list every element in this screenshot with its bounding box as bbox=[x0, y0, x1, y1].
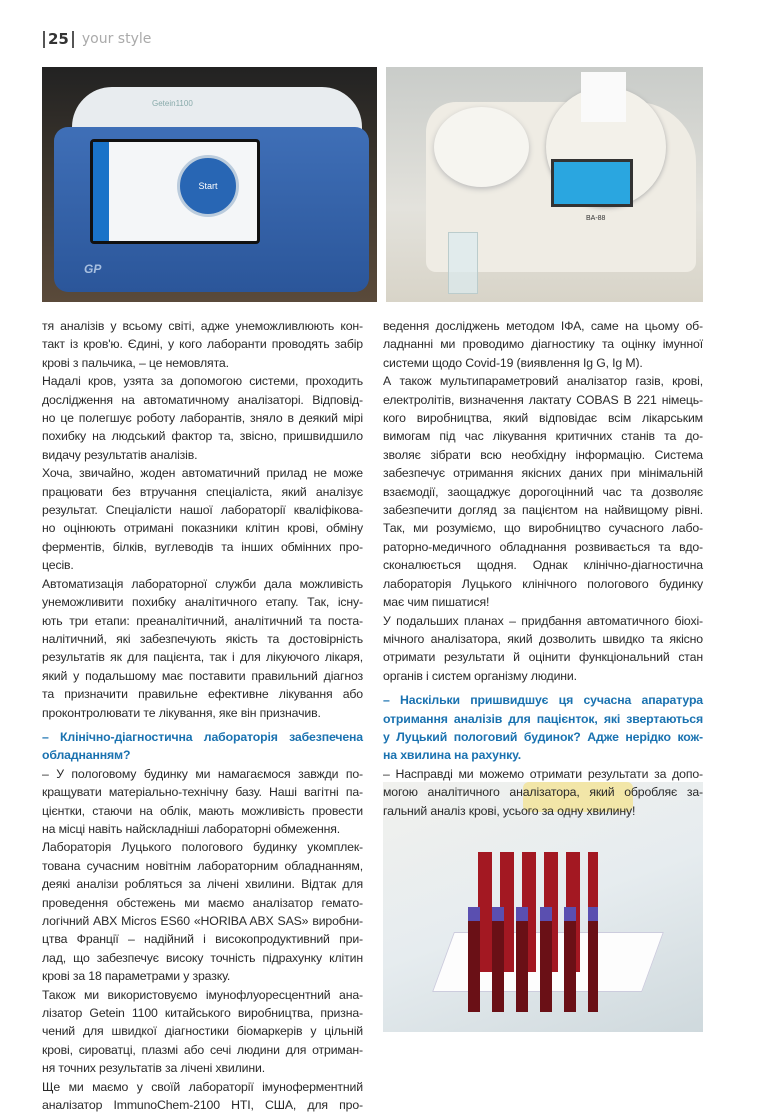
interview-question bbox=[383, 691, 703, 765]
text-line: який у подальшому має поставити правильний діагноз bbox=[42, 668, 363, 683]
interview-question bbox=[42, 728, 363, 765]
text-line: та призначити правильне ефективне лікування або bbox=[42, 687, 363, 702]
text-line: системи щодо Covid-19 (виявлення Ig G, Ig M). bbox=[383, 355, 643, 370]
text-line: взаємодії, заощаджує дорогоцінний час та дозволяє bbox=[383, 484, 703, 499]
text-line: тя аналізів у всьому світі, адже унеможливлюють кон- bbox=[42, 319, 363, 333]
text-line: чений для швидкої діагностики біомаркерів у цільній bbox=[42, 1024, 363, 1039]
text-line: крові з пальчика, – це немовлята. bbox=[42, 355, 229, 370]
text-line: Автоматизація лабораторної служби дала можливість bbox=[42, 576, 363, 591]
page-number: 25 bbox=[48, 30, 69, 48]
text-line: крові, сироватці, плазмі або сечі людини для отриман- bbox=[42, 1042, 363, 1057]
text-line: – У пологовому будинку ми намагаємося завжди по- bbox=[42, 766, 363, 781]
divider bbox=[43, 31, 45, 48]
text-line: забезпечити догляд за пацієнтом на найвищому рівні. bbox=[383, 503, 703, 518]
text-line: зволяє зібрати всю необхідну інформацію. Система bbox=[383, 447, 703, 462]
text-line: налітичний, які забезпечують якість та достовірність bbox=[42, 631, 363, 646]
text-line: но це полегшує роботу лаборантів, зняло в деякий мірі bbox=[42, 411, 363, 426]
paragraph bbox=[42, 1078, 363, 1114]
text-line: аналізатор ImmunoChem-2100 HTI, США, для про- bbox=[42, 1098, 363, 1113]
text-line: Лабораторія Луцького пологового будинку укомплек- bbox=[42, 840, 363, 855]
text-line: крові за 18 параметрами у зразку. bbox=[42, 969, 231, 984]
text-line: дослідження на автоматичному аналізаторі. Відповід- bbox=[42, 392, 363, 407]
text-line: лабораторія Луцького клінічного пологового будинку bbox=[383, 576, 703, 591]
text-line: похибку на людський фактор та, звісно, пришвидшило bbox=[42, 429, 363, 444]
text-line: У подальших планах – придбання автоматичного біохі- bbox=[383, 613, 703, 628]
text-line: ведення досліджень методом ІФА, саме на цьому об- bbox=[383, 319, 703, 333]
text-line: на хвилина на рахунку. bbox=[383, 748, 522, 763]
text-line: лад, що забезпечує високу точність підрахунку клітин bbox=[42, 950, 363, 965]
text-line: но оцінюють отримані показники клітин крові, обміну bbox=[42, 521, 363, 536]
text-line: гальний аналіз крові, усього за одну хвилину! bbox=[383, 803, 636, 818]
text-line: ладнанні ми проводимо діагностику та оцінку імунної bbox=[383, 337, 703, 352]
paragraph bbox=[42, 986, 363, 1078]
text-line: отримати результати й оцінити функціональний стан bbox=[383, 650, 703, 665]
paragraph bbox=[383, 317, 703, 372]
text-line: кращувати матеріально-технічну базу. Наші вагітні па- bbox=[42, 785, 363, 800]
page-header bbox=[40, 30, 151, 48]
text-line: такт із кров'ю. Єдині, у кого лаборанти проводять забір bbox=[42, 337, 363, 352]
paragraph bbox=[383, 765, 703, 820]
text-line: А також мультипараметровий аналізатор газів, крові, bbox=[383, 374, 703, 389]
text-line: Також ми використовуємо імунофлуоресцентний ана- bbox=[42, 987, 363, 1002]
text-line: деякі аналізи робляться за лічені хвилини. Відтак для bbox=[42, 877, 363, 892]
divider bbox=[72, 31, 74, 48]
text-line: цієнтки, стаючи на облік, мають можливість провести bbox=[42, 803, 363, 818]
text-line: працювати без втручання спеціаліста, який аналізує bbox=[42, 484, 363, 499]
paragraph bbox=[383, 612, 703, 686]
paragraph bbox=[42, 372, 363, 464]
text-line: отримання аналізів для пацієнток, які звертаються bbox=[383, 711, 703, 726]
text-line: органів і систем організму людини. bbox=[383, 668, 577, 683]
text-line: лізатор Getein 1100 китайського виробництва, призна- bbox=[42, 1006, 363, 1021]
text-line: на місці навіть найскладніші лабораторні обмеження. bbox=[42, 821, 341, 836]
paragraph bbox=[383, 372, 703, 611]
text-line: видачу результатів аналізів. bbox=[42, 447, 198, 462]
paragraph bbox=[42, 575, 363, 722]
text-line: цтва Франції – надійний і високопродуктивний при- bbox=[42, 932, 363, 947]
text-line: Хоча, звичайно, жоден автоматичний прилад не може bbox=[42, 466, 363, 481]
text-line: результат. Спеціалісти нашої лабораторії кваліфікова- bbox=[42, 503, 363, 518]
text-line: раторно-медичного обладнання розвивається та вдо- bbox=[383, 539, 703, 554]
text-line: тована сучасним новітнім лабораторним обладнанням, bbox=[42, 858, 363, 873]
text-line: Ще ми маємо у своїй лабораторії імуноферментний bbox=[42, 1079, 363, 1094]
text-line: ють три етапи: преаналітичний, аналітичний та поста- bbox=[42, 613, 363, 628]
text-line: мічного аналізатора, який дозволить швидко та якісно bbox=[383, 631, 703, 646]
text-line: ня точних результатів за лічені хвилини. bbox=[42, 1061, 265, 1076]
paragraph bbox=[42, 838, 363, 985]
text-line: логічний ABX Micros ES60 «HORIBA ABX SAS» виробни- bbox=[42, 914, 363, 928]
text-line: сконалюється щодня. Однак клінічно-діагностична bbox=[383, 558, 703, 573]
text-line: ферментів, білків, вуглеводів та інших обмінних про- bbox=[42, 539, 363, 554]
getein-analyzer-photo: Getein1100 Start GP bbox=[42, 67, 377, 302]
text-line: у Луцький пологовий будинок? Адже нерідко кож- bbox=[383, 729, 703, 744]
text-line: електролітів, визначення лактату COBAS B 221 німець- bbox=[383, 392, 703, 407]
text-line: Надалі кров, узята за допомогою системи, проходить bbox=[42, 374, 363, 389]
text-line: забезпечує отримання якісних даних при мінімальній bbox=[383, 466, 703, 481]
paragraph bbox=[42, 464, 363, 574]
text-line: проведення обстежень ми маємо аналізатор гемато- bbox=[42, 895, 363, 910]
left-text-column bbox=[42, 317, 363, 1114]
right-text-column bbox=[383, 317, 703, 820]
section-title: your style bbox=[81, 31, 152, 47]
text-line: – Наскільки пришвидшує ця сучасна апаратура bbox=[383, 693, 703, 708]
text-line: цесів. bbox=[42, 558, 74, 573]
text-line: обладнанням? bbox=[42, 748, 131, 763]
text-line: унеможливити похибку аналітичного етапу. Так, існу- bbox=[42, 595, 363, 610]
text-line: – Клінічно-діагностична лабораторія забезпечена bbox=[42, 729, 363, 744]
text-line: має чим пишатися! bbox=[383, 595, 490, 610]
paragraph bbox=[42, 765, 363, 839]
ba88-analyzer-photo: BA-88 bbox=[386, 67, 703, 302]
text-line: результатів як для пацієнта, так і для лікуючого лікаря, bbox=[42, 650, 363, 665]
text-line: проконтролювати те лікування, яке він призначив. bbox=[42, 705, 321, 720]
text-line: кого виробництва, який відповідає всім лікарським bbox=[383, 411, 703, 426]
text-line: Так, ми розуміємо, що виробництво сучасного лабо- bbox=[383, 521, 703, 536]
text-line: могою аналітичного аналізатора, який обробляє за- bbox=[383, 785, 703, 800]
text-line: – Насправді ми можемо отримати результати за допо- bbox=[383, 766, 703, 781]
text-line: вимогам під час лікування критичних станів та до- bbox=[383, 429, 703, 444]
paragraph bbox=[42, 317, 363, 372]
